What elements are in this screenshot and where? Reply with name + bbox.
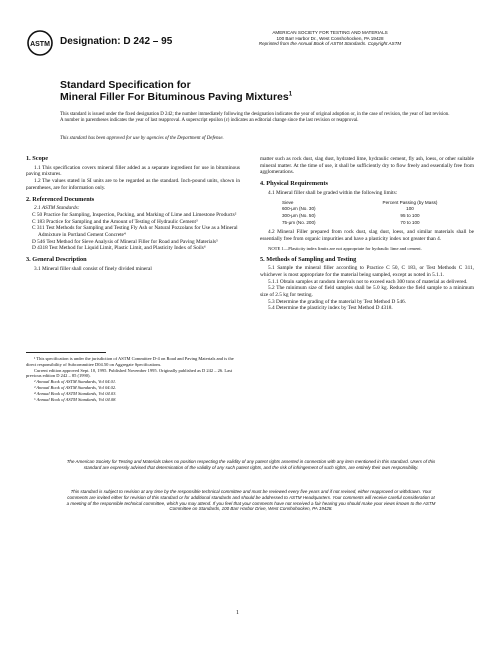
footnotes (26, 356, 240, 402)
footnote: Current edition approved Sept. 10, 1995. Published November 1995. Originally published as D 242 – 26. Last previous edition D 242 – 85 (1990). (26, 367, 233, 379)
physical-4-1: 4.1 Mineral filler shall be graded within the following limits: (268, 189, 398, 196)
publisher-line: AMERICAN SOCIETY FOR TESTING AND MATERIALS (272, 30, 388, 35)
title-line-1: Standard Specification for (60, 79, 191, 91)
methods-heading: 5. Methods of Sampling and Testing (260, 255, 357, 263)
physical-heading: 4. Physical Requirements (260, 180, 328, 188)
references-heading: 2. Referenced Documents (26, 195, 95, 203)
scope-1-2: 1.2 The values stated in SI units are to be regarded as the standard. Inch-pound units, shown in parentheses, are for information only. (26, 178, 240, 191)
designation: Designation: D 242 – 95 (60, 36, 173, 47)
page-number: 1 (236, 610, 239, 616)
physical-4-2: 4.2 Mineral Filler prepared from rock dust, slag dust, loess, and similar materials shall be essentially free from organic impurities and have a plasticity index not greater than 4. (260, 229, 474, 243)
methods-5-1-1: 5.1.1 Obtain samples at random intervals not to exceed each 300 tons of material as delivered. (268, 278, 468, 285)
table-cell: 300-μm (No. 50) (282, 212, 316, 218)
footnote-rule (26, 352, 106, 353)
reference-item: C 50 Practice for Sampling, Inspection, Packing, and Marking of Lime and Limestone Products² (32, 211, 237, 218)
reference-item: D 4318 Test Method for Liquid Limit, Plastic Limit, and Plasticity Index of Soils⁶ (32, 245, 206, 252)
footnote: ⁵ Annual Book of ASTM Standards, Vol 04.08. (34, 396, 117, 402)
title-footnote-ref: 1 (288, 91, 293, 98)
general-heading: 3. General Description (26, 256, 87, 264)
table-cell: 600-μm (No. 30) (282, 206, 316, 212)
table-cell: 75-μm (No. 200) (282, 219, 316, 225)
footnote: ² Annual Book of ASTM Standards, Vol 04.01. (34, 379, 117, 385)
astm-standards-label: 2.1 ASTM Standards: (34, 205, 80, 212)
table-row (282, 213, 468, 220)
general-continued: matter such as rock dust, slag dust, hydrated lime, hydraulic cement, fly ash, loess, or other suitable mineral matter. At the time of use, it shall be sufficiently dry to flow freely and essentially free from agglomerations. (260, 156, 474, 176)
publisher-line: 100 Barr Harbor Dr., West Conshohocken, PA 19428 (276, 35, 384, 41)
table-cell: 95 to 100 (400, 212, 420, 218)
reference-item: C 183 Practice for Sampling and the Amount of Testing of Hydraulic Cement³ (32, 218, 198, 225)
left-column (26, 156, 240, 273)
methods-5-4: 5.4 Determine the plasticity index by Test Method D 4318. (268, 305, 393, 312)
table-cell: 70 to 100 (400, 219, 420, 225)
methods-5-2: 5.2 The minimum size of field samples shall be 5.0 kg. Reduce the field sample to a minimum size of 2.5 kg for testing. (260, 285, 474, 299)
title-text: Mineral Filler For Bituminous Paving Mixtures (60, 91, 289, 103)
table-cell: 100 (406, 206, 414, 212)
patent-statement: The American Society for Testing and Materials takes no position respecting the validity of any patent rights asserted in connection with any item mentioned in this standard. Users of this standard are expressly advised that determination of the validity of any such patent rights, and the risk of infringement of such rights, are entirely their own responsibility. (66, 459, 436, 470)
right-column (260, 156, 474, 312)
scope-heading: 1. Scope (26, 155, 49, 162)
footnote: ³ Annual Book of ASTM Standards, Vol 04.02. (34, 384, 117, 390)
table-header: Sieve (282, 199, 294, 205)
general-3-1: 3.1 Mineral filler shall consist of finely divided mineral (34, 265, 152, 272)
logo-text: ASTM (30, 41, 50, 48)
table-header: Percent Passing (by Mass) (382, 199, 438, 205)
note-1: NOTE 1—Plasticity index limits are not appropriate for hydraulic lime and cement. (268, 245, 422, 251)
title-line-2 (60, 91, 292, 103)
table-row (282, 206, 468, 213)
footnote: ⁴ Annual Book of ASTM Standards, Vol 04.03. (34, 390, 117, 396)
reference-item: D 546 Test Method for Sieve Analysis of Mineral Filler for Road and Paving Materials⁵ (32, 238, 218, 245)
astm-logo (27, 30, 53, 56)
revision-statement: This standard is subject to revision at any time by the responsible technical committee and must be reviewed every five years and if not revised, either reapproved or withdrawn. Your comments are invited either for revision of this standard or for additional standards and should be addressed to ASTM Headquarters. Your comments will receive careful consideration at a meeting of the responsible technical committee, which you may attend. If you feel that your comments have not received a fair hearing you should make your views known to the ASTM Committee on Standards, 100 Barr Harbor Drive, West Conshohocken, PA 19428. (66, 489, 436, 512)
reference-item: C 311 Test Methods for Sampling and Testing Fly Ash or Natural Pozzolans for Use as a Mineral Admixture in Portland Cement Concrete⁴ (32, 225, 238, 239)
scope-1-1: 1.1 This specification covers mineral filler added as a separate ingredient for use in bituminous paving mixtures. (26, 164, 240, 178)
footnote: ¹ This specification is under the jurisdiction of ASTM Committee D-4 on Road and Paving Materials and is the direct responsibility of Subcommittee D04.50 on Aggregate Specifications. (26, 356, 234, 367)
methods-5-1: 5.1 Sample the mineral filler according to Practice C 50, C 183, or Test Methods C 311, whichever is most appropriate for the material being sampled, except as noted in 5.1.1. (260, 265, 474, 278)
issuance-note: This standard is issued under the fixed designation D 242; the number immediately following the designation indicates the year of original adoption or, in the case of revision, the year of last revision. A number in parentheses indicates the year of last reapproval. A superscript epsilon (ε) indicates an editorial change since the last revision or reapproval. (60, 112, 450, 124)
table-header-row (282, 200, 468, 207)
approval-note: This standard has been approved for use by agencies of the Department of Defense. (60, 136, 224, 141)
sieve-table (282, 200, 468, 227)
methods-5-3: 5.3 Determine the grading of the material by Test Method D 546. (268, 298, 406, 305)
publisher-line: Reprinted from the Annual Book of ASTM Standards. Copyright ASTM (258, 41, 402, 47)
publisher-block (232, 30, 428, 47)
table-row (282, 220, 468, 227)
